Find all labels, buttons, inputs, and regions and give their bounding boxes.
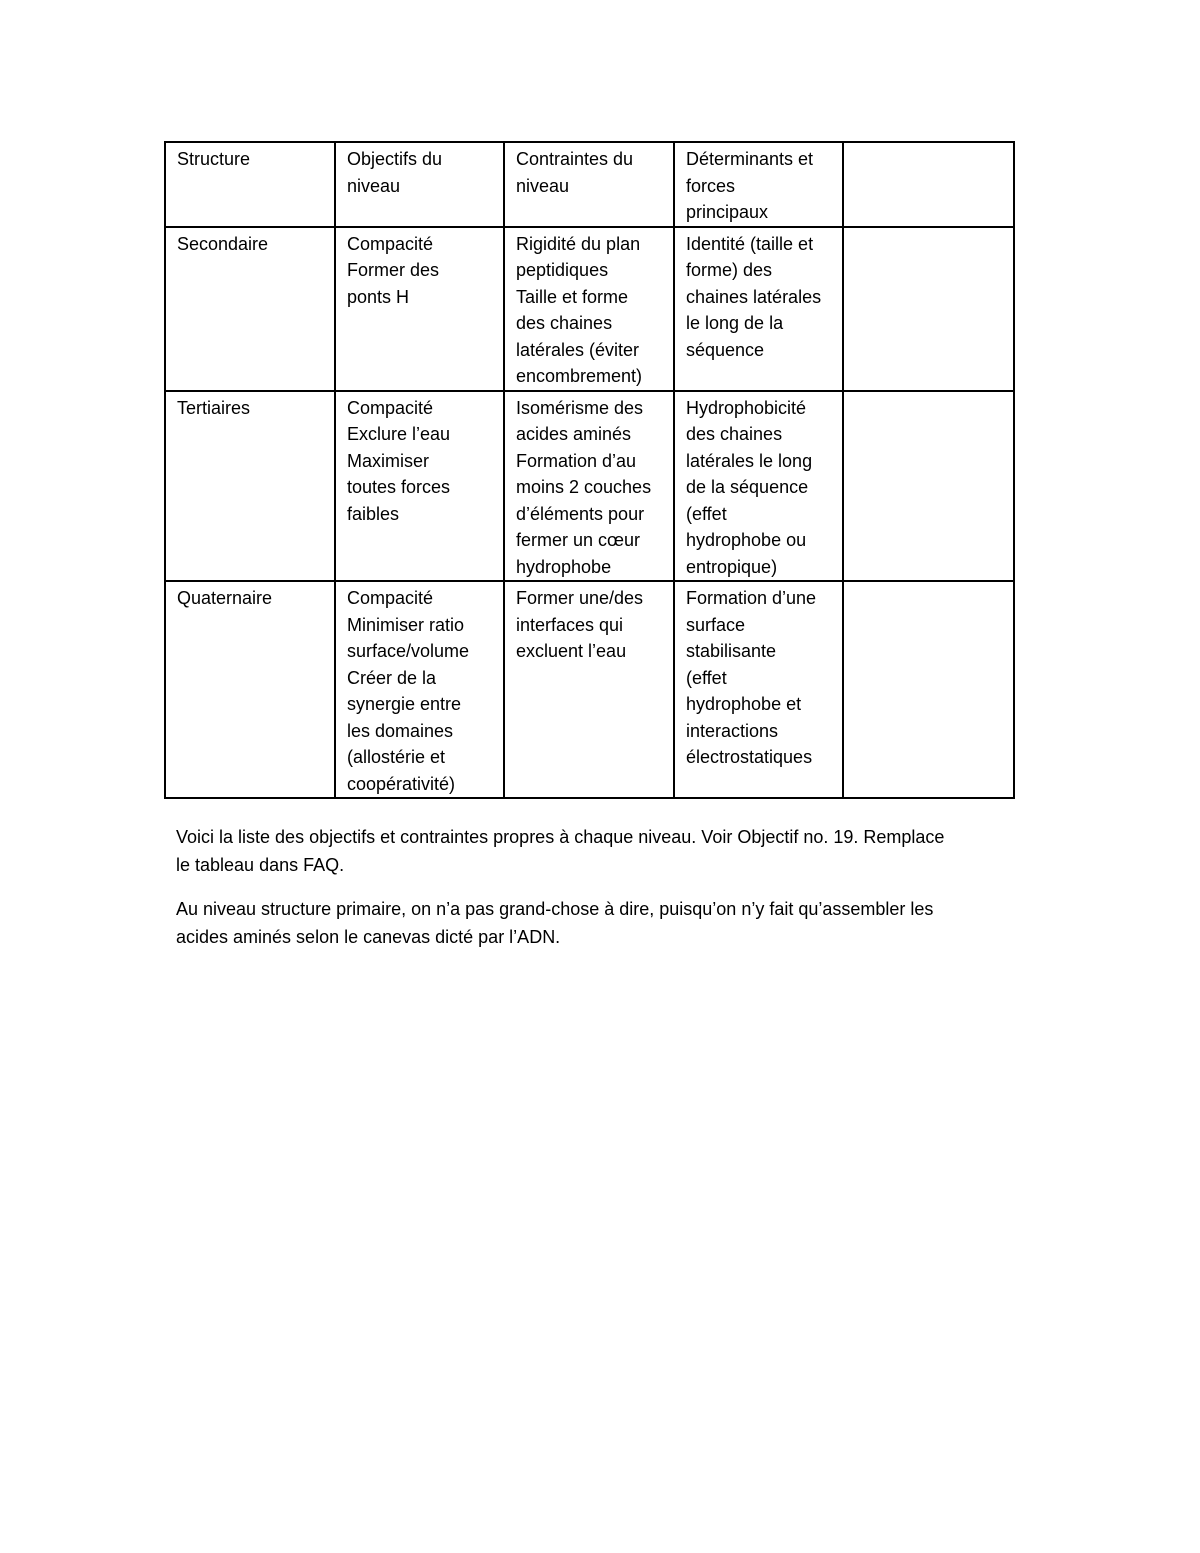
cell-text: Tertiaires — [177, 397, 251, 418]
table-cell-empty — [843, 581, 1014, 798]
table-cell — [165, 142, 335, 227]
table-cell-empty — [843, 227, 1014, 391]
cell-text: Quaternaire — [177, 588, 273, 608]
cell-text: acides aminés — [516, 424, 632, 444]
table-row-header — [165, 142, 1014, 227]
cell-text: niveau — [347, 175, 401, 196]
table-cell — [165, 227, 335, 391]
table-cell — [335, 142, 504, 227]
cell-text: interfaces qui — [516, 614, 624, 635]
body-paragraph-intro — [176, 823, 1036, 879]
table-cell — [504, 391, 674, 582]
table-row-quaternaire — [165, 581, 1014, 798]
table-cell — [674, 581, 843, 798]
cell-text: Déterminants et — [686, 149, 814, 169]
cell-text: Formation d’une — [686, 588, 817, 608]
cell-text: toutes forces — [347, 477, 451, 497]
cell-text: les domaines — [347, 720, 454, 741]
cell-text: (allostérie et — [347, 747, 446, 767]
cell-text: hydrophobe ou — [686, 530, 807, 550]
table-cell — [335, 227, 504, 391]
cell-text: (effet — [686, 503, 727, 524]
cell-text: Exclure l’eau — [347, 424, 451, 444]
paragraph-line: Au niveau structure primaire, on n’a pas grand-chose à dire, puisqu’on n’y fait qu’assembler les — [176, 899, 934, 919]
paragraph-line: le tableau dans FAQ. — [176, 855, 345, 875]
cell-text: le long de la — [686, 313, 784, 333]
cell-text: Créer de la — [347, 667, 437, 688]
cell-text: des chaines — [516, 313, 613, 333]
table-cell — [335, 581, 504, 798]
cell-text: Objectifs du — [347, 149, 443, 169]
cell-text: (effet — [686, 667, 727, 688]
table-row-tertiaires — [165, 391, 1014, 582]
table-cell — [165, 391, 335, 582]
paragraph-line: acides aminés selon le canevas dicté par l’ADN. — [176, 927, 561, 947]
body-paragraph-primary-structure — [176, 895, 1036, 951]
table-cell — [504, 227, 674, 391]
table-row-secondaire — [165, 227, 1014, 391]
cell-text: surface/volume — [347, 641, 470, 661]
table-cell — [674, 142, 843, 227]
cell-text: Contraintes du — [516, 149, 634, 169]
cell-text: interactions — [686, 720, 779, 741]
cell-text: Compacité — [347, 233, 434, 254]
table-cell — [504, 581, 674, 798]
cell-text: Identité (taille et — [686, 233, 814, 254]
cell-text: entropique) — [686, 556, 778, 577]
cell-text: peptidiques — [516, 260, 609, 280]
cell-text: synergie entre — [347, 694, 462, 714]
cell-text: latérales (éviter — [516, 339, 640, 360]
cell-text: Compacité — [347, 588, 434, 608]
cell-text: Rigidité du plan — [516, 233, 641, 254]
table-cell — [674, 391, 843, 582]
cell-text: hydrophobe — [516, 556, 612, 577]
cell-text: Formation d’au — [516, 450, 637, 471]
cell-text: encombrement) — [516, 366, 643, 386]
table-cell — [674, 227, 843, 391]
cell-text: stabilisante — [686, 641, 777, 661]
cell-text: séquence — [686, 339, 765, 360]
cell-text: forces — [686, 175, 736, 196]
cell-text: d’éléments pour — [516, 503, 645, 524]
cell-text: Isomérisme des — [516, 397, 644, 418]
structure-levels-table — [164, 141, 1015, 799]
cell-text: Taille et forme — [516, 286, 629, 307]
cell-text: principaux — [686, 202, 769, 222]
cell-text: électrostatiques — [686, 747, 813, 767]
table-cell — [504, 142, 674, 227]
table-cell-empty — [843, 391, 1014, 582]
cell-text: excluent l’eau — [516, 641, 627, 661]
cell-text: faibles — [347, 503, 400, 524]
paragraph-line: Voici la liste des objectifs et contraintes propres à chaque niveau. Voir Objectif no. 19. Remplace — [176, 827, 945, 847]
cell-text: Minimiser ratio — [347, 614, 465, 635]
cell-text: moins 2 couches — [516, 477, 652, 497]
cell-text: Maximiser — [347, 450, 430, 471]
cell-text: latérales le long — [686, 450, 813, 471]
cell-text: de la séquence — [686, 477, 809, 497]
table-cell — [165, 581, 335, 798]
cell-text: surface — [686, 614, 746, 635]
table-cell — [335, 391, 504, 582]
cell-text: Hydrophobicité — [686, 397, 807, 418]
cell-text: niveau — [516, 175, 570, 196]
table-cell-empty — [843, 142, 1014, 227]
cell-text: Secondaire — [177, 233, 269, 254]
cell-text: chaines latérales — [686, 286, 822, 307]
cell-text: ponts H — [347, 286, 410, 307]
cell-text: Former des — [347, 260, 440, 280]
cell-text: fermer un cœur — [516, 530, 641, 550]
cell-text: hydrophobe et — [686, 694, 802, 714]
cell-text: Compacité — [347, 397, 434, 418]
cell-text: des chaines — [686, 424, 783, 444]
cell-text: Former une/des — [516, 588, 644, 608]
cell-text: coopérativité) — [347, 773, 456, 794]
cell-text: forme) des — [686, 260, 773, 280]
cell-text: Structure — [177, 149, 251, 169]
